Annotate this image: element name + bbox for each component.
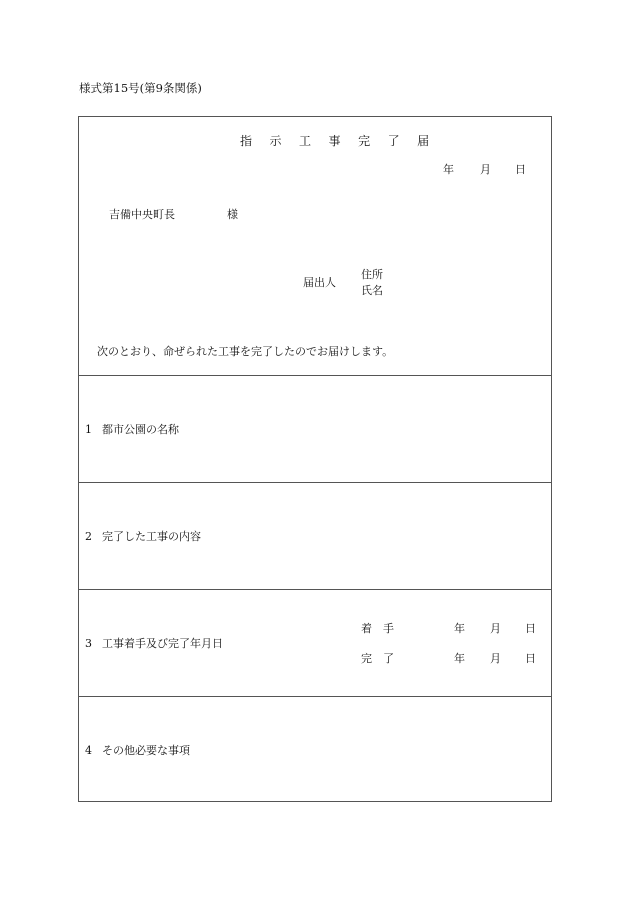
- addressee-honorific: 様: [227, 208, 238, 221]
- date-header-month: 月: [480, 163, 491, 176]
- work-end-month: 月: [490, 652, 501, 665]
- item-row-work-dates: [79, 589, 551, 697]
- item-row-park-name: [79, 375, 551, 483]
- title-char: 事: [328, 134, 341, 148]
- item-number: 4: [85, 744, 92, 757]
- work-end-day: 日: [525, 652, 536, 665]
- applicant-name-label: 氏名: [361, 284, 383, 297]
- item-label: その他必要な事項: [102, 744, 190, 757]
- item-label: 完了した工事の内容: [102, 530, 201, 543]
- item-number: 1: [85, 423, 92, 436]
- date-header-year: 年: [443, 163, 454, 176]
- date-header-day: 日: [515, 163, 526, 176]
- work-start-label: 着 手: [361, 622, 394, 635]
- item-label: 都市公園の名称: [102, 423, 179, 436]
- title-char: 届: [417, 134, 430, 148]
- title-char: 指: [240, 134, 253, 148]
- work-start-year: 年: [454, 622, 465, 635]
- item-label: 工事着手及び完了年月日: [102, 637, 223, 650]
- completion-report-form: [78, 116, 552, 802]
- item-number: 2: [85, 530, 92, 543]
- item-number: 3: [85, 637, 92, 650]
- title-char: 了: [387, 134, 400, 148]
- title-char: 工: [299, 134, 312, 148]
- work-start-day: 日: [525, 622, 536, 635]
- title-char: 示: [269, 134, 282, 148]
- work-end-year: 年: [454, 652, 465, 665]
- item-row-other-matters: [79, 696, 551, 803]
- applicant-label: 届出人: [303, 276, 336, 289]
- form-title: [240, 135, 443, 147]
- item-row-work-content: [79, 482, 551, 590]
- applicant-address-label: 住所: [361, 268, 383, 281]
- statement-text: 次のとおり、命ぜられた工事を完了したのでお届けします。: [97, 345, 394, 358]
- addressee-name: 吉備中央町長: [109, 208, 175, 221]
- form-number-label: 様式第15号(第9条関係): [79, 81, 202, 95]
- title-char: 完: [358, 134, 371, 148]
- work-end-label: 完 了: [361, 652, 394, 665]
- work-start-month: 月: [490, 622, 501, 635]
